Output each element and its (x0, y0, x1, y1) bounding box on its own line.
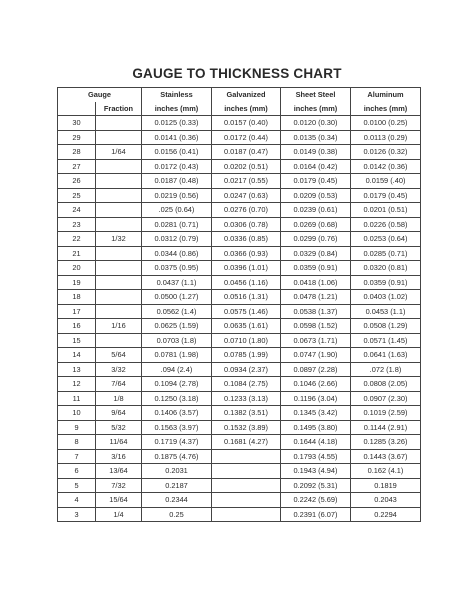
gauge-cell: 22 (58, 232, 96, 247)
fraction-cell: 7/64 (96, 377, 142, 392)
unit-aluminum: inches (mm) (351, 102, 421, 116)
sheet-steel-cell: 0.2242 (5.69) (281, 493, 351, 508)
sheet-steel-cell: 0.0598 (1.52) (281, 319, 351, 334)
galvanized-cell: 0.0456 (1.16) (212, 275, 281, 290)
stainless-cell: 0.0312 (0.79) (142, 232, 212, 247)
aluminum-cell: 0.0359 (0.91) (351, 275, 421, 290)
aluminum-cell: 0.0126 (0.32) (351, 145, 421, 160)
gauge-cell: 21 (58, 246, 96, 261)
fraction-cell: 1/32 (96, 232, 142, 247)
galvanized-cell: 0.0202 (0.51) (212, 159, 281, 174)
table-row (58, 261, 421, 276)
table-row (58, 377, 421, 392)
aluminum-cell: 0.0403 (1.02) (351, 290, 421, 305)
stainless-cell: 0.0281 (0.71) (142, 217, 212, 232)
fraction-cell: 1/16 (96, 319, 142, 334)
aluminum-cell: 0.0253 (0.64) (351, 232, 421, 247)
gauge-cell: 20 (58, 261, 96, 276)
gauge-cell: 28 (58, 145, 96, 160)
stainless-cell: 0.0219 (0.56) (142, 188, 212, 203)
stainless-cell: 0.1406 (3.57) (142, 406, 212, 421)
fraction-cell (96, 174, 142, 189)
aluminum-cell: 0.0508 (1.29) (351, 319, 421, 334)
fraction-cell (96, 333, 142, 348)
aluminum-cell: 0.1019 (2.59) (351, 406, 421, 421)
header-row (58, 88, 421, 102)
galvanized-cell: 0.1084 (2.75) (212, 377, 281, 392)
gauge-cell: 16 (58, 319, 96, 334)
aluminum-cell: 0.0808 (2.05) (351, 377, 421, 392)
fraction-cell: 13/64 (96, 464, 142, 479)
sheet-steel-cell: 0.0179 (0.45) (281, 174, 351, 189)
aluminum-cell: 0.0453 (1.1) (351, 304, 421, 319)
table-row (58, 362, 421, 377)
sheet-steel-cell: 0.0538 (1.37) (281, 304, 351, 319)
gauge-cell: 17 (58, 304, 96, 319)
sheet-steel-cell: 0.1943 (4.94) (281, 464, 351, 479)
fraction-cell (96, 217, 142, 232)
header-fraction: Fraction (96, 102, 142, 116)
gauge-cell: 3 (58, 507, 96, 522)
table-row (58, 493, 421, 508)
gauge-cell: 18 (58, 290, 96, 305)
table-row (58, 391, 421, 406)
sheet-steel-cell: 0.0673 (1.71) (281, 333, 351, 348)
gauge-cell: 26 (58, 174, 96, 189)
subheader-row (58, 102, 421, 116)
aluminum-cell: 0.0641 (1.63) (351, 348, 421, 363)
table-row (58, 290, 421, 305)
aluminum-cell: 0.0159 (.40) (351, 174, 421, 189)
header-sheet-steel: Sheet Steel (281, 88, 351, 102)
gauge-cell: 13 (58, 362, 96, 377)
galvanized-cell: 0.0276 (0.70) (212, 203, 281, 218)
aluminum-cell: 0.1443 (3.67) (351, 449, 421, 464)
aluminum-cell: 0.2294 (351, 507, 421, 522)
galvanized-cell (212, 478, 281, 493)
gauge-cell: 9 (58, 420, 96, 435)
fraction-cell (96, 261, 142, 276)
fraction-cell (96, 159, 142, 174)
fraction-cell: 15/64 (96, 493, 142, 508)
stainless-cell: 0.2187 (142, 478, 212, 493)
aluminum-cell: 0.2043 (351, 493, 421, 508)
aluminum-cell: 0.1285 (3.26) (351, 435, 421, 450)
table-row (58, 333, 421, 348)
sheet-steel-cell: 0.0239 (0.61) (281, 203, 351, 218)
stainless-cell: 0.0375 (0.95) (142, 261, 212, 276)
sheet-steel-cell: 0.0329 (0.84) (281, 246, 351, 261)
galvanized-cell: 0.1233 (3.13) (212, 391, 281, 406)
aluminum-cell: 0.1819 (351, 478, 421, 493)
fraction-cell: 1/8 (96, 391, 142, 406)
stainless-cell: 0.0625 (1.59) (142, 319, 212, 334)
table-row (58, 217, 421, 232)
stainless-cell: 0.2344 (142, 493, 212, 508)
gauge-cell: 12 (58, 377, 96, 392)
stainless-cell: 0.0172 (0.43) (142, 159, 212, 174)
table-row (58, 203, 421, 218)
galvanized-cell: 0.0934 (2.37) (212, 362, 281, 377)
sheet-steel-cell: 0.1644 (4.18) (281, 435, 351, 450)
table-row (58, 435, 421, 450)
fraction-cell: 1/4 (96, 507, 142, 522)
stainless-cell: 0.1094 (2.78) (142, 377, 212, 392)
galvanized-cell (212, 464, 281, 479)
gauge-cell: 15 (58, 333, 96, 348)
fraction-cell: 7/32 (96, 478, 142, 493)
sheet-steel-cell: 0.0418 (1.06) (281, 275, 351, 290)
stainless-cell: 0.0187 (0.48) (142, 174, 212, 189)
gauge-cell: 14 (58, 348, 96, 363)
galvanized-cell: 0.0635 (1.61) (212, 319, 281, 334)
aluminum-cell: 0.0113 (0.29) (351, 130, 421, 145)
table-row (58, 406, 421, 421)
fraction-cell: 9/64 (96, 406, 142, 421)
page-title: GAUGE TO THICKNESS CHART (132, 66, 342, 81)
galvanized-cell: 0.0336 (0.85) (212, 232, 281, 247)
galvanized-cell (212, 449, 281, 464)
table-row (58, 275, 421, 290)
stainless-cell: .094 (2.4) (142, 362, 212, 377)
subheader-gauge-blank (58, 102, 96, 116)
aluminum-cell: 0.0142 (0.36) (351, 159, 421, 174)
gauge-cell: 19 (58, 275, 96, 290)
sheet-steel-cell: 0.0164 (0.42) (281, 159, 351, 174)
gauge-cell: 10 (58, 406, 96, 421)
sheet-steel-cell: 0.0149 (0.38) (281, 145, 351, 160)
fraction-cell (96, 246, 142, 261)
fraction-cell: 1/64 (96, 145, 142, 160)
stainless-cell: 0.2031 (142, 464, 212, 479)
aluminum-cell: 0.0320 (0.81) (351, 261, 421, 276)
table-row (58, 348, 421, 363)
stainless-cell: 0.0125 (0.33) (142, 116, 212, 131)
table-row (58, 464, 421, 479)
aluminum-cell: 0.0907 (2.30) (351, 391, 421, 406)
unit-sheet-steel: inches (mm) (281, 102, 351, 116)
header-galvanized: Galvanized (212, 88, 281, 102)
galvanized-cell: 0.0247 (0.63) (212, 188, 281, 203)
table-row (58, 304, 421, 319)
sheet-steel-cell: 0.1793 (4.55) (281, 449, 351, 464)
aluminum-cell: 0.0201 (0.51) (351, 203, 421, 218)
sheet-steel-cell: 0.0120 (0.30) (281, 116, 351, 131)
gauge-cell: 30 (58, 116, 96, 131)
table-row (58, 478, 421, 493)
sheet-steel-cell: 0.2092 (5.31) (281, 478, 351, 493)
aluminum-cell: 0.0100 (0.25) (351, 116, 421, 131)
stainless-cell: 0.25 (142, 507, 212, 522)
gauge-cell: 29 (58, 130, 96, 145)
gauge-cell: 8 (58, 435, 96, 450)
galvanized-cell: 0.0516 (1.31) (212, 290, 281, 305)
table-row (58, 116, 421, 131)
gauge-cell: 25 (58, 188, 96, 203)
fraction-cell (96, 290, 142, 305)
stainless-cell: 0.1719 (4.37) (142, 435, 212, 450)
sheet-steel-cell: 0.0209 (0.53) (281, 188, 351, 203)
sheet-steel-cell: 0.0897 (2.28) (281, 362, 351, 377)
fraction-cell (96, 188, 142, 203)
fraction-cell: 11/64 (96, 435, 142, 450)
table-row (58, 130, 421, 145)
fraction-cell: 3/32 (96, 362, 142, 377)
table-row (58, 188, 421, 203)
gauge-cell: 24 (58, 203, 96, 218)
table-row (58, 319, 421, 334)
stainless-cell: 0.0437 (1.1) (142, 275, 212, 290)
aluminum-cell: 0.0179 (0.45) (351, 188, 421, 203)
stainless-cell: 0.0141 (0.36) (142, 130, 212, 145)
aluminum-cell: 0.0285 (0.71) (351, 246, 421, 261)
fraction-cell (96, 203, 142, 218)
stainless-cell: 0.0344 (0.86) (142, 246, 212, 261)
sheet-steel-cell: 0.1196 (3.04) (281, 391, 351, 406)
galvanized-cell: 0.0157 (0.40) (212, 116, 281, 131)
table-row (58, 449, 421, 464)
unit-stainless: inches (mm) (142, 102, 212, 116)
galvanized-cell: 0.0306 (0.78) (212, 217, 281, 232)
aluminum-cell: .072 (1.8) (351, 362, 421, 377)
aluminum-cell: 0.162 (4.1) (351, 464, 421, 479)
sheet-steel-cell: 0.0359 (0.91) (281, 261, 351, 276)
sheet-steel-cell: 0.0299 (0.76) (281, 232, 351, 247)
sheet-steel-cell: 0.1046 (2.66) (281, 377, 351, 392)
aluminum-cell: 0.0226 (0.58) (351, 217, 421, 232)
stainless-cell: .025 (0.64) (142, 203, 212, 218)
gauge-cell: 4 (58, 493, 96, 508)
stainless-cell: 0.1875 (4.76) (142, 449, 212, 464)
stainless-cell: 0.0781 (1.98) (142, 348, 212, 363)
table-row (58, 145, 421, 160)
stainless-cell: 0.1563 (3.97) (142, 420, 212, 435)
galvanized-cell: 0.1382 (3.51) (212, 406, 281, 421)
table-row (58, 420, 421, 435)
sheet-steel-cell: 0.0269 (0.68) (281, 217, 351, 232)
header-stainless: Stainless (142, 88, 212, 102)
sheet-steel-cell: 0.0478 (1.21) (281, 290, 351, 305)
fraction-cell (96, 130, 142, 145)
sheet-steel-cell: 0.2391 (6.07) (281, 507, 351, 522)
galvanized-cell: 0.0187 (0.47) (212, 145, 281, 160)
gauge-cell: 7 (58, 449, 96, 464)
stainless-cell: 0.0500 (1.27) (142, 290, 212, 305)
fraction-cell: 3/16 (96, 449, 142, 464)
stainless-cell: 0.0703 (1.8) (142, 333, 212, 348)
galvanized-cell: 0.0366 (0.93) (212, 246, 281, 261)
gauge-cell: 11 (58, 391, 96, 406)
table-row (58, 159, 421, 174)
galvanized-cell (212, 493, 281, 508)
galvanized-cell (212, 507, 281, 522)
sheet-steel-cell: 0.0747 (1.90) (281, 348, 351, 363)
sheet-steel-cell: 0.0135 (0.34) (281, 130, 351, 145)
fraction-cell: 5/32 (96, 420, 142, 435)
header-aluminum: Aluminum (351, 88, 421, 102)
gauge-cell: 27 (58, 159, 96, 174)
galvanized-cell: 0.0172 (0.44) (212, 130, 281, 145)
stainless-cell: 0.0156 (0.41) (142, 145, 212, 160)
gauge-cell: 6 (58, 464, 96, 479)
aluminum-cell: 0.0571 (1.45) (351, 333, 421, 348)
fraction-cell (96, 275, 142, 290)
galvanized-cell: 0.1532 (3.89) (212, 420, 281, 435)
stainless-cell: 0.1250 (3.18) (142, 391, 212, 406)
fraction-cell (96, 304, 142, 319)
table-row (58, 174, 421, 189)
sheet-steel-cell: 0.1345 (3.42) (281, 406, 351, 421)
galvanized-cell: 0.0217 (0.55) (212, 174, 281, 189)
gauge-thickness-table (57, 87, 421, 522)
gauge-cell: 5 (58, 478, 96, 493)
fraction-cell: 5/64 (96, 348, 142, 363)
galvanized-cell: 0.0396 (1.01) (212, 261, 281, 276)
table-row (58, 507, 421, 522)
table-row (58, 232, 421, 247)
galvanized-cell: 0.0785 (1.99) (212, 348, 281, 363)
galvanized-cell: 0.1681 (4.27) (212, 435, 281, 450)
unit-galvanized: inches (mm) (212, 102, 281, 116)
gauge-cell: 23 (58, 217, 96, 232)
stainless-cell: 0.0562 (1.4) (142, 304, 212, 319)
fraction-cell (96, 116, 142, 131)
galvanized-cell: 0.0575 (1.46) (212, 304, 281, 319)
galvanized-cell: 0.0710 (1.80) (212, 333, 281, 348)
table-row (58, 246, 421, 261)
aluminum-cell: 0.1144 (2.91) (351, 420, 421, 435)
sheet-steel-cell: 0.1495 (3.80) (281, 420, 351, 435)
header-gauge: Gauge (58, 88, 142, 102)
